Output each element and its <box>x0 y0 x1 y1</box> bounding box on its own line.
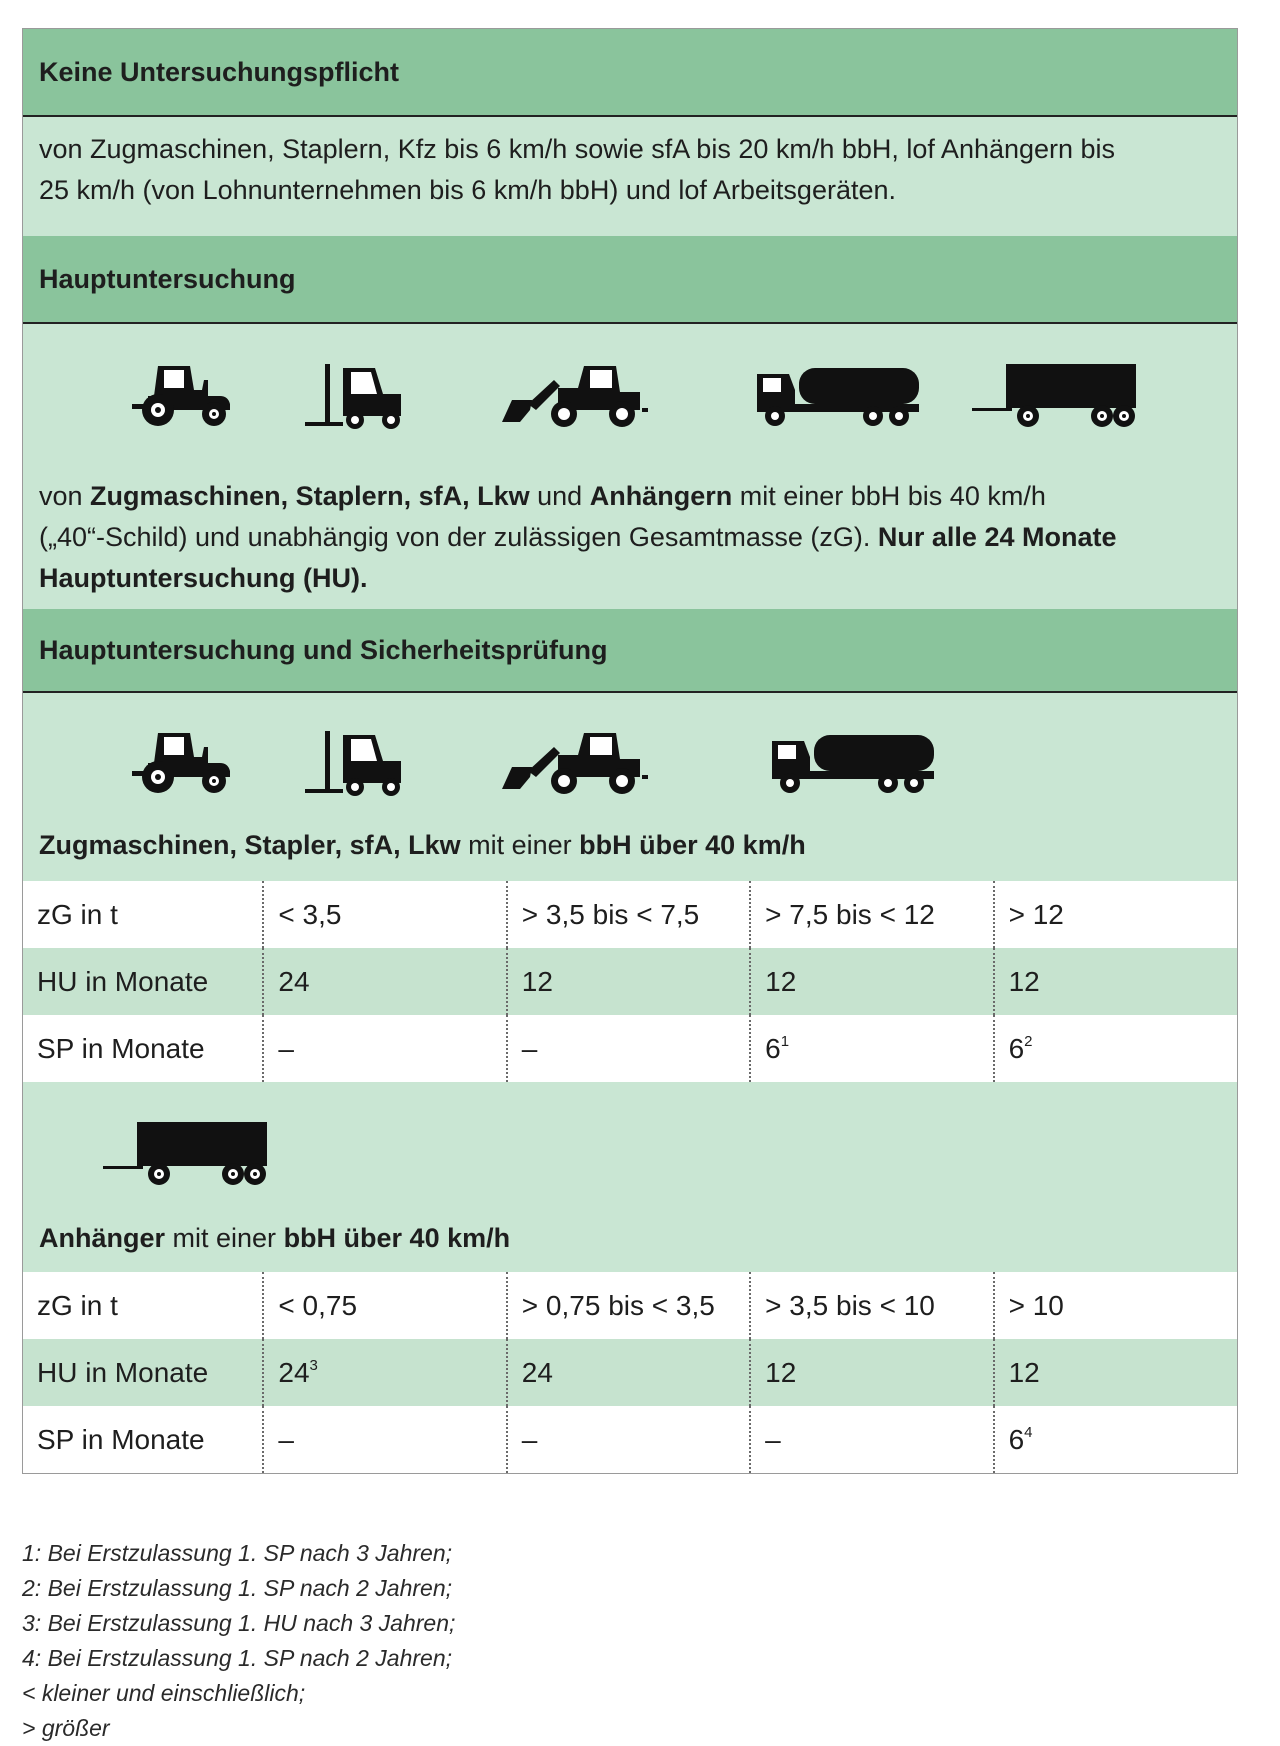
cell-value: < 0,75 <box>278 1289 358 1321</box>
cell-value: 24 <box>521 1356 553 1388</box>
table-row <box>23 1339 1237 1406</box>
cell-value: 12 <box>1008 965 1040 997</box>
footnotes <box>22 1536 455 1746</box>
table-cell <box>994 1272 1237 1339</box>
cell-value: > 12 <box>1008 898 1064 930</box>
text-run: mit einer bbH bis 40 km/h <box>732 481 1046 511</box>
cell-value: – <box>278 1423 294 1455</box>
section-text-line <box>23 517 1237 558</box>
table-cell <box>750 1339 993 1406</box>
section-heading-text: Hauptuntersuchung und Sicherheitsprüfung <box>39 634 608 665</box>
text-run-bold: Zugmaschinen, Staplern, sfA, Lkw <box>90 481 530 511</box>
table-row <box>23 1272 1237 1339</box>
section-heading-hu-und-sp <box>23 609 1237 693</box>
tanker-truck-icon <box>753 360 923 430</box>
text-run: mit einer <box>460 830 580 860</box>
row-label: HU in Monate <box>23 1339 263 1406</box>
cell-value: – <box>765 1423 781 1455</box>
row-label: HU in Monate <box>23 948 263 1015</box>
text-run-bold: Anhänger <box>39 1223 166 1253</box>
section-hu-text <box>23 476 1237 599</box>
forklift-icon <box>303 360 413 430</box>
table-cell <box>507 1015 750 1082</box>
table-cell <box>507 948 750 1015</box>
cell-value: > 10 <box>1008 1289 1064 1321</box>
table-cell <box>994 1406 1237 1473</box>
footnote-line: 2: Bei Erstzulassung 1. SP nach 2 Jahren; <box>22 1575 453 1601</box>
cell-value: > 0,75 bis < 3,5 <box>521 1289 715 1321</box>
table-cell <box>750 1272 993 1339</box>
footnote-line: > größer <box>22 1715 110 1741</box>
table-cell <box>750 1015 993 1082</box>
table-cell <box>263 1339 506 1406</box>
text-run: („40“-Schild) und unabhängig von der zulässigen Gesamtmasse (zG). <box>39 522 878 552</box>
cell-value: 12 <box>765 1356 797 1388</box>
table-cell <box>750 948 993 1015</box>
wheel-loader-icon <box>498 727 648 797</box>
tractor-icon <box>128 360 238 430</box>
footnote-line: 4: Bei Erstzulassung 1. SP nach 2 Jahren; <box>22 1645 453 1671</box>
inspection-table <box>22 28 1238 1474</box>
wheel-loader-icon <box>498 360 648 430</box>
row-label: SP in Monate <box>23 1015 263 1082</box>
table-cell <box>750 881 993 948</box>
table-row <box>23 881 1237 948</box>
table-cell <box>263 948 506 1015</box>
section-text-line: 25 km/h (von Lohnunternehmen bis 6 km/h bbH) und lof Arbeitsgeräten. <box>39 175 896 205</box>
vehicle-icon-row <box>108 354 1208 434</box>
vehicle-icon-row <box>108 721 1008 801</box>
table-cell <box>994 948 1237 1015</box>
text-run-bold: bbH über 40 km/h <box>579 830 806 860</box>
interval-table-vehicles <box>23 881 1237 1082</box>
footnote-marker: 1 <box>780 1032 790 1050</box>
text-run-bold: bbH über 40 km/h <box>283 1223 511 1253</box>
table-cell <box>263 881 506 948</box>
cell-value: 24 <box>278 965 310 997</box>
section-text-block <box>23 117 1237 236</box>
section-text-line <box>23 476 1237 517</box>
cell-value: > 7,5 bis < 12 <box>765 898 935 930</box>
section-text-line <box>23 558 1237 599</box>
section-heading-hauptuntersuchung <box>23 236 1237 324</box>
table-subtitle <box>23 1218 526 1259</box>
vehicle-icon-row <box>73 1118 313 1198</box>
table-cell <box>263 1272 506 1339</box>
section-trailer-block <box>23 1082 1237 1272</box>
table-cell <box>263 1406 506 1473</box>
table-cell <box>507 1406 750 1473</box>
text-run: mit einer <box>165 1223 284 1253</box>
cell-value: > 3,5 bis < 10 <box>765 1289 935 1321</box>
cell-value: – <box>521 1423 538 1455</box>
table-row <box>23 948 1237 1015</box>
row-label: zG in t <box>23 1272 263 1339</box>
table-row <box>23 1406 1237 1473</box>
text-run-bold: Anhängern <box>589 481 733 511</box>
cell-value: > 3,5 bis < 7,5 <box>521 898 700 930</box>
cell-value: 12 <box>765 965 797 997</box>
cell-value: 6 <box>1008 1032 1025 1064</box>
table-cell <box>507 1272 750 1339</box>
cell-value: 12 <box>1008 1356 1040 1388</box>
table-cell <box>994 1015 1237 1082</box>
trailer-icon <box>970 360 1140 430</box>
section-heading-keine-untersuchungspflicht <box>23 29 1237 117</box>
footnote-line: 3: Bei Erstzulassung 1. HU nach 3 Jahren; <box>22 1610 456 1636</box>
tractor-icon <box>128 727 238 797</box>
table-cell <box>994 1339 1237 1406</box>
footnote-marker: 4 <box>1024 1423 1033 1441</box>
cell-value: 24 <box>278 1356 310 1388</box>
section-hu-block <box>23 324 1237 609</box>
row-label: zG in t <box>23 881 263 948</box>
table-cell <box>750 1406 993 1473</box>
row-label: SP in Monate <box>23 1406 263 1473</box>
cell-value: < 3,5 <box>278 898 342 930</box>
cell-value: 6 <box>1008 1423 1025 1455</box>
interval-table-trailers <box>23 1272 1237 1473</box>
section-heading-text: Keine Untersuchungspflicht <box>39 56 400 87</box>
text-run-bold: Zugmaschinen, Stapler, sfA, Lkw <box>39 830 461 860</box>
table-row <box>23 1015 1237 1082</box>
text-run-bold: Nur alle 24 Monate <box>877 522 1117 552</box>
cell-value: – <box>521 1032 538 1064</box>
section-heading-text: Hauptuntersuchung <box>39 263 296 294</box>
footnote-line: < kleiner und einschließlich; <box>22 1680 306 1706</box>
table-subtitle <box>23 825 822 866</box>
table-cell <box>507 881 750 948</box>
footnote-line: 1: Bei Erstzulassung 1. SP nach 3 Jahren; <box>22 1540 453 1566</box>
table-cell <box>263 1015 506 1082</box>
footnote-marker: 3 <box>309 1356 318 1374</box>
cell-value: 12 <box>521 965 553 997</box>
table-cell <box>507 1339 750 1406</box>
tanker-truck-icon <box>753 727 953 797</box>
forklift-icon <box>303 727 413 797</box>
trailer-icon <box>101 1118 271 1188</box>
cell-value: 6 <box>765 1032 781 1064</box>
text-run-bold: Hauptuntersuchung (HU). <box>39 563 368 593</box>
section-sp-block <box>23 693 1237 881</box>
text-run: und <box>529 481 590 511</box>
text-run: von <box>39 481 91 511</box>
section-text-line: von Zugmaschinen, Staplern, Kfz bis 6 km/h sowie sfA bis 20 km/h bbH, lof Anhängern bis <box>39 134 1116 164</box>
cell-value: – <box>278 1032 294 1064</box>
footnote-marker: 2 <box>1024 1032 1033 1050</box>
table-cell <box>994 881 1237 948</box>
